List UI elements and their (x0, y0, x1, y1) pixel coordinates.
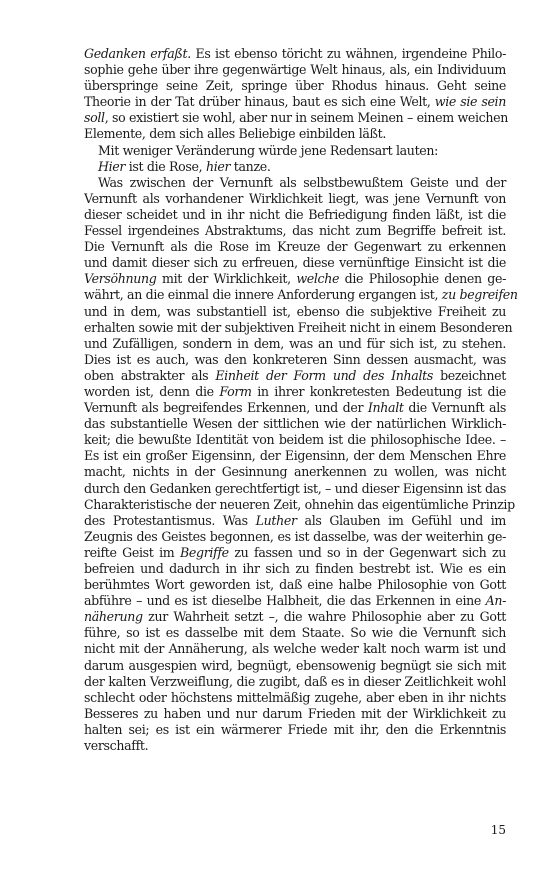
text-run: durch den Gedanken gerechtfertigt ist, – und dieser Eigensinn ist das (84, 480, 506, 496)
text-run: worden ist, denn die (84, 383, 220, 399)
text-run: tanze. (230, 158, 271, 174)
text-line (84, 175, 506, 191)
italic-text: Luther (255, 512, 297, 528)
text-line (84, 110, 509, 126)
text-run: Elemente, dem sich alles Beliebige einbilden läßt. (84, 126, 386, 142)
text-run: Die Vernunft als die Rose im Kreuze der Gegenwart zu erkennen (84, 239, 506, 255)
text-line (84, 159, 506, 175)
italic-text: zu begreifen (441, 287, 518, 303)
text-run: Was zwischen der Vernunft als selbstbewußtem Geiste und der (98, 174, 506, 190)
text-run: halten sei; es ist ein wärmerer Friede mit ihr, den die Erkenntnis (84, 721, 506, 737)
text-line (84, 336, 506, 352)
italic-text: An- (485, 593, 506, 609)
text-run: oben abstrakter als (84, 367, 216, 383)
text-run: Theorie in der Tat drüber hinaus, baut es sich eine Welt, (84, 94, 435, 110)
text-line (84, 78, 506, 94)
text-line (84, 529, 506, 545)
text-line (84, 561, 506, 577)
text-run: schlecht oder höchstens mittelmäßig zugehe, aber eben in ihr nichts (84, 689, 506, 705)
italic-text: wie sie sein (434, 94, 506, 110)
italic-text: Hier (98, 158, 126, 174)
text-line (84, 432, 506, 448)
text-run: darum ausgespien wird, begnügt, ebensowenig begnügt sie sich mit (84, 657, 506, 673)
text-line (84, 416, 506, 432)
italic-text: näherung (84, 609, 143, 625)
text-line (84, 207, 506, 223)
text-run: zu fassen und so in der Gegenwart sich zu (228, 544, 506, 560)
text-run: Vernunft als begreifendes Erkennen, und der (84, 400, 368, 416)
italic-text: Form (219, 383, 252, 399)
text-line (84, 609, 506, 625)
text-line (84, 62, 506, 78)
text-line (84, 496, 515, 513)
text-line (84, 352, 506, 368)
text-run: Fessel irgendeines Abstraktums, das nicht zum Begriffe befreit ist. (84, 223, 506, 239)
italic-text: hier (205, 158, 231, 174)
page-number: 15 (490, 823, 506, 837)
text-line (84, 464, 506, 480)
text-run: Dies ist es auch, was den konkreteren Sinn dessen ausmacht, was (84, 351, 506, 367)
text-run: reifte Geist im (84, 544, 180, 560)
text-line (84, 287, 518, 303)
text-run: Es ist ein großer Eigensinn, der Eigensinn, der dem Menschen Ehre (84, 448, 506, 464)
text-run: keit; die bewußte Identität von beidem ist die philosophische Idee. – (84, 432, 506, 448)
text-run: führe, so ist es dasselbe mit dem Staate. So wie die Vernunft sich (84, 625, 506, 641)
text-run: ist die Rose, (125, 158, 206, 174)
text-line (84, 641, 506, 657)
text-run: erhalten sowie mit der subjektiven Freiheit nicht in einem Besonderen (84, 319, 513, 335)
text-line (84, 384, 506, 400)
text-line (84, 143, 506, 159)
text-line (84, 593, 506, 609)
text-run: macht, nichts in der Gesinnung anerkennen zu wollen, was nicht (84, 464, 506, 480)
text-run: sophie gehe über ihre gegenwärtige Welt hinaus, als, ein Individuum (84, 62, 506, 78)
text-run: Es ist ebenso töricht zu wähnen, irgendeine Philo- (190, 46, 506, 61)
text-line (84, 577, 506, 593)
text-run: als Glauben im Gefühl und im (296, 512, 506, 528)
text-line (84, 239, 506, 255)
text-line (84, 706, 506, 722)
text-run: mit der Wirklichkeit, (156, 271, 297, 287)
text-line (84, 625, 506, 641)
text-line (84, 271, 506, 287)
text-line (84, 126, 506, 142)
text-run: währt, an die einmal die innere Anforderung ergangen ist, (84, 287, 442, 303)
italic-text: Begriffe (179, 544, 229, 560)
text-line (84, 481, 506, 497)
text-line (84, 94, 506, 110)
text-run: in ihrer konkretesten Bedeutung ist die (251, 383, 506, 399)
text-run: und in dem, was substantiell ist, ebenso die subjektive Freiheit zu (84, 303, 506, 319)
text-line (84, 658, 506, 674)
body-text (84, 46, 518, 754)
text-line (84, 319, 513, 336)
text-run: der kalten Verzweiflung, die zugibt, daß es in dieser Zeitlichkeit wohl (84, 673, 506, 689)
text-run: und damit dieser sich zu erfreuen, diese vernünftige Einsicht ist die (84, 255, 506, 271)
text-run: Besseres zu haben und nur darum Frieden mit der Wirklichkeit zu (84, 705, 506, 721)
text-line (84, 545, 506, 561)
text-run: befreien und dadurch in ihr sich zu finden bestrebt ist. Wie es ein (84, 561, 506, 576)
text-run: bezeichnet (432, 367, 506, 383)
text-line (84, 690, 506, 706)
text-run: überspringe seine Zeit, springe über Rhodus hinaus. Geht seine (84, 78, 506, 94)
text-line (84, 223, 506, 239)
italic-text: Inhalt (367, 400, 404, 416)
text-run: die Philosophie denen ge- (339, 271, 506, 287)
text-run: Charakteristische der neueren Zeit, ohnehin das eigentümliche Prinzip (84, 496, 515, 512)
text-line (84, 674, 506, 690)
text-line (84, 448, 506, 464)
italic-text: welche (296, 271, 340, 287)
text-run: berühmtes Wort geworden ist, daß eine halbe Philosophie von Gott (84, 577, 506, 593)
text-run: , so existiert sie wohl, aber nur in seinem Meinen – einem weichen (104, 110, 509, 126)
text-run: dieser scheidet und in ihr nicht die Befriedigung finden läßt, ist die (84, 206, 506, 222)
text-run: zur Wahrheit setzt –, die wahre Philosophie aber zu Gott (142, 609, 506, 625)
text-run: nicht mit der Annäherung, als welche weder kalt noch warm ist und (84, 641, 506, 657)
text-line (84, 304, 506, 320)
text-run: die Vernunft als (403, 400, 506, 416)
text-line (84, 191, 506, 207)
text-run: des Protestantismus. Was (84, 512, 256, 528)
text-line (84, 46, 506, 62)
text-line (84, 255, 506, 271)
text-run: Mit weniger Veränderung würde jene Redensart lauten: (98, 142, 439, 158)
italic-text: Gedanken erfaßt. (84, 46, 191, 61)
text-run: verschafft. (84, 738, 149, 754)
text-line (84, 400, 506, 416)
text-run: Vernunft als vorhandener Wirklichkeit liegt, was jene Vernunft von (84, 190, 506, 206)
text-line (84, 513, 506, 529)
italic-text: Versöhnung (84, 271, 157, 287)
text-run: Zeugnis des Geistes begonnen, es ist dasselbe, was der weiterhin ge- (84, 528, 506, 544)
text-run: und Zufälligen, sondern in dem, was an und für sich ist, zu stehen. (84, 335, 506, 351)
text-line (84, 722, 506, 738)
text-line (84, 368, 506, 384)
italic-text: soll (84, 110, 105, 126)
text-run: abführe – und es ist dieselbe Halbheit, die das Erkennen in eine (84, 593, 486, 609)
text-line (84, 738, 506, 754)
text-run: das substantielle Wesen der sittlichen wie der natürlichen Wirklich- (84, 416, 506, 432)
italic-text: Einheit der Form und des Inhalts (215, 367, 433, 383)
